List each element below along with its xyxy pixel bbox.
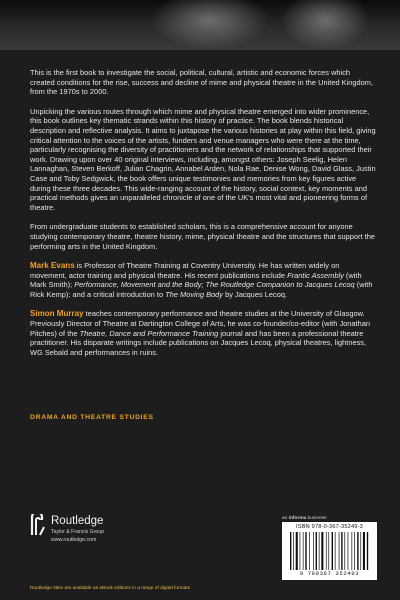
bio-text: (with Mark Smith);: [30, 270, 362, 290]
publisher-logo: [30, 514, 180, 554]
ebook-note: Routledge titles are available as eBook editions in a range of digital formats: [30, 586, 190, 591]
stage-light: [280, 0, 370, 50]
bio-title: Performance, Movement and the Body; The Routledge Companion to Jacques Lecoq: [74, 280, 355, 290]
stage-light: [150, 0, 270, 50]
bio-title: Frantic Assembly: [287, 270, 344, 280]
barcode-icon: [289, 532, 371, 570]
bio-text: journal and has been a professional theatre practitioner. His disparate writings include publications on Jacques Lecoq, physical theatres, lightness, WG Sebald and performances in ruins.: [30, 328, 367, 357]
publisher-url: www.routledge.com: [51, 537, 97, 543]
publisher-group: Taylor & Francis Group: [51, 529, 105, 535]
series-label: DRAMA AND THEATRE STUDIES: [30, 414, 154, 421]
bio-title: The Moving Body: [165, 289, 223, 299]
publisher-name: Routledge: [51, 515, 104, 527]
author-bio-murray: [30, 309, 376, 357]
author-bio-evans: [30, 261, 376, 299]
author-name: Simon Murray: [30, 309, 84, 319]
blurb: [30, 68, 376, 367]
informa-suffix: business: [306, 516, 327, 521]
routledge-logo-icon: [30, 514, 46, 536]
bio-text: by Jacques Lecoq.: [223, 289, 288, 299]
bio-text: (with Rick Kemp); and a critical introduction to: [30, 280, 373, 299]
bio-text: is Professor of Theatre Training at Coventry University. He has written widely on movement, actor training and physical theatre. His recent publications include: [30, 261, 340, 280]
bio-title: Theatre, Dance and Performance Training: [79, 328, 219, 338]
blurb-paragraph: From undergraduate students to established scholars, this is a comprehensive account for anyone studying contemporary theatre, theatre history, mime, physical theatre and the structures that support the performing arts in the United Kingdom.: [30, 222, 375, 251]
informa-brand: informa: [288, 516, 307, 521]
blurb-paragraph: Unpicking the various routes through which mime and physical theatre emerged into wider prominence, this book outlines key thematic strands within this history of practice. The book blends historical description and reflective analysis. It aims to juxtapose the various histories at play within this field, giving critical attention to the voices of the artists, funders and venue managers who were there at the time, particularly recognising the diversity of practitioners and the network of relationships that supported their work. Drawing upon over 40 original interviews, including, amongst others: Joseph Seelig, Helen Lannaghan, Steven Berkoff, Julian Chagrin, Annabel Arden, Nola Rae, Denise Wong, David Glass, Justin Case and Toby Sedgwick, the book offers unique testimonies and memories from key figures active during these three decades. This wide-ranging account of the history, social context, key moments and practical methods gives an unparalleled chronicle of one of the UK's most vital and pioneering forms of theatre.: [30, 106, 376, 212]
photo-banner: [0, 0, 400, 50]
bio-text: teaches contemporary performance and theatre studies at the University of Glasgow. Previously Director of Theatre at Dartington College of Arts, he was co-founder/co-editor (with Jonathan Pitches) of the: [30, 309, 371, 338]
barcode-number: 9 780367 352493: [299, 570, 360, 577]
author-name: Mark Evans: [30, 261, 75, 271]
blurb-paragraph: This is the first book to investigate the social, political, cultural, artistic and economic forces which created conditions for the rise, success and decline of mime and physical theatre in the United Kingdom, from the 1970s to 2000.: [30, 68, 374, 97]
isbn-barcode-box: [282, 522, 377, 580]
informa-prefix: an: [282, 516, 289, 521]
isbn-label: ISBN 978-0-367-35249-3: [296, 524, 363, 530]
informa-business: [282, 516, 327, 521]
